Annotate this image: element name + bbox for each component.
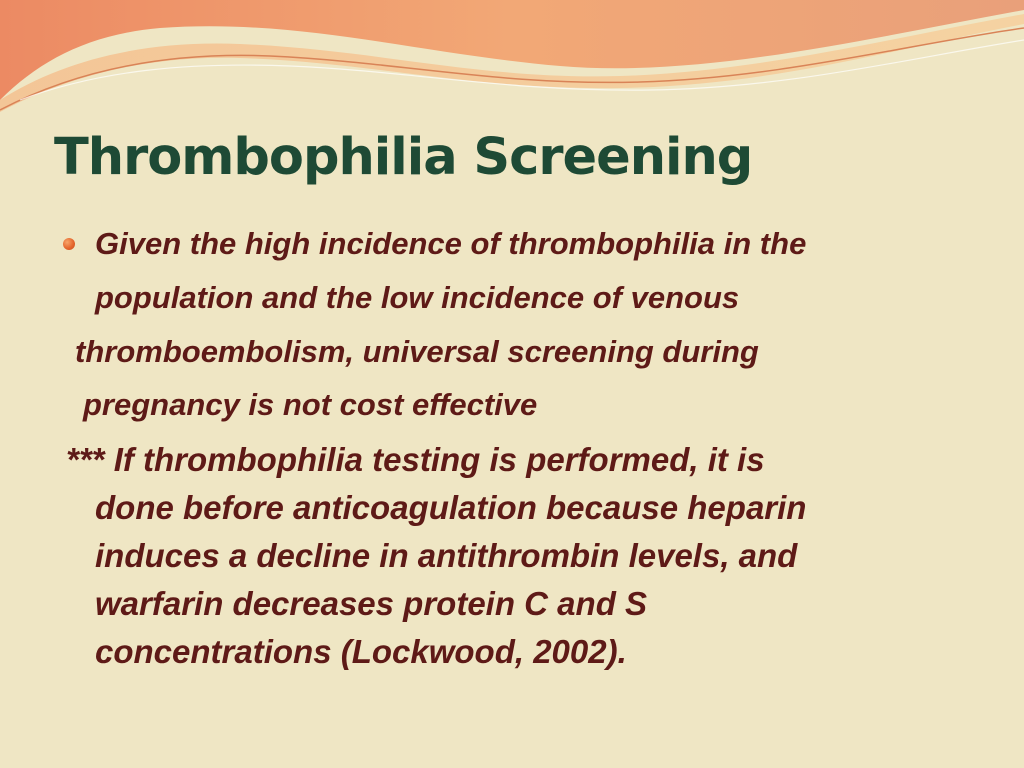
note-text-line: concentrations (Lockwood, 2002). xyxy=(95,633,627,670)
note-text-line: done before anticoagulation because heparin xyxy=(95,489,807,526)
bullet-icon xyxy=(63,238,75,250)
note-text-line: induces a decline in antithrombin levels, and xyxy=(95,537,798,574)
bullet-text-line: Given the high incidence of thrombophilia in the xyxy=(95,226,807,261)
bullet-text-line: population and the low incidence of venous xyxy=(95,280,740,315)
slide-title: Thrombophilia Screening xyxy=(54,128,753,187)
note-text-line: warfarin decreases protein C and S xyxy=(95,585,648,622)
note-text-line: *** If thrombophilia testing is performed, it is xyxy=(66,441,765,478)
header-wave-decoration xyxy=(0,0,1024,130)
bullet-text-line: thromboembolism, universal screening during xyxy=(75,334,759,369)
bullet-text-line: pregnancy is not cost effective xyxy=(83,387,538,422)
